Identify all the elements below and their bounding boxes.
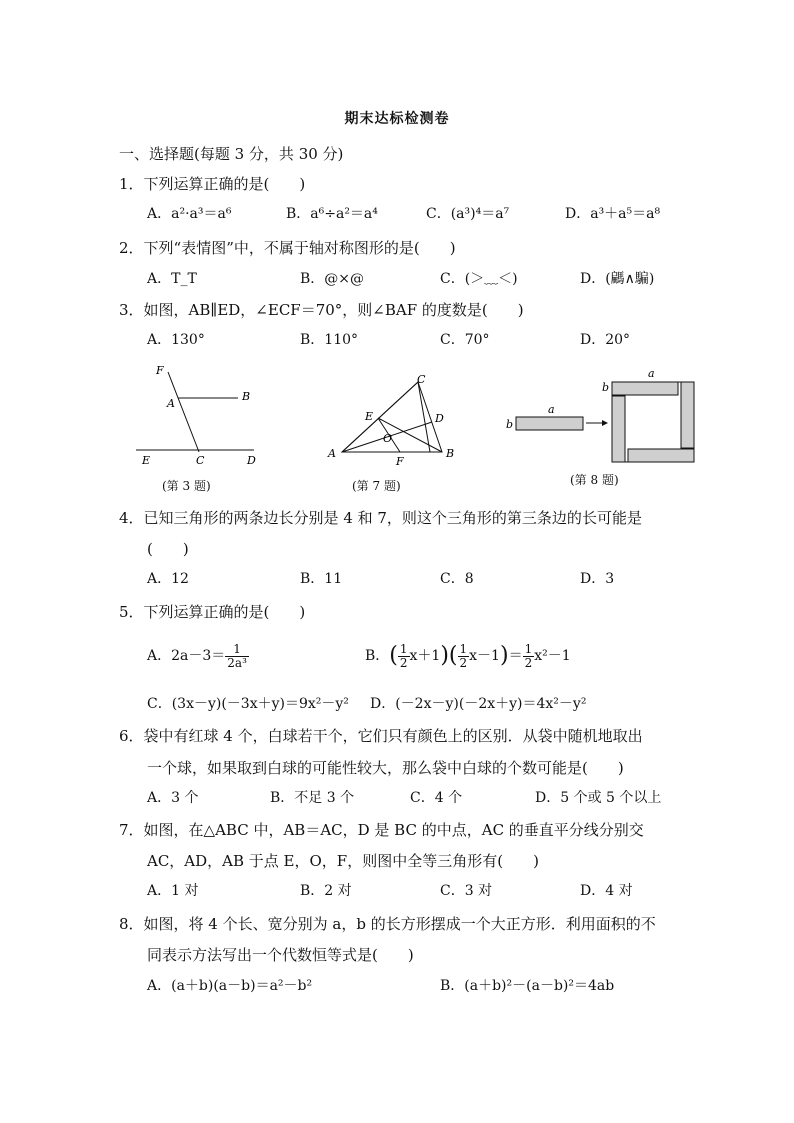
q4-option-c: C．8 [440, 571, 474, 587]
q7-option-a: A．1 对 [147, 883, 199, 899]
q2-option-a: A．T_T [147, 271, 197, 287]
label-a: A [328, 447, 336, 460]
fraction-denominator: 2 [459, 655, 468, 670]
label-big-b: b [602, 381, 610, 394]
q3-option-b: B．110° [300, 332, 359, 348]
label-f: F [396, 455, 404, 468]
q4-stem-line1: 4．已知三角形的两条边长分别是 4 和 7，则这个三角形的第三条边的长可能是 [119, 509, 642, 527]
q3-option-d: D．20° [580, 332, 631, 348]
rect-right [681, 382, 694, 448]
q6-option-b: B．不足 3 个 [270, 790, 355, 806]
q5-option-b: B．( $\frac{1}{2}$ x＋1)( $\frac{1}{2}$ x－1)＝ $\frac{1}{2}$ x²－1 [365, 641, 571, 670]
segment-ac [342, 382, 418, 452]
q2-option-b: B．@×@ [300, 271, 365, 287]
q7-stem-line2: AC，AD，AB 于点 E，O，F，则图中全等三角形有( ) [147, 852, 539, 870]
label-d: D [435, 412, 444, 425]
q1-option-d: D．a³＋a⁵＝a⁸ [565, 206, 661, 222]
rect-top [612, 382, 678, 395]
fraction-numerator: 1 [225, 643, 249, 657]
q5-option-c: C．(3x－y)(－3x＋y)＝9x²－y² [147, 696, 349, 712]
fraction-numerator: 1 [459, 641, 468, 656]
fraction-numerator: 1 [524, 641, 533, 656]
q5-option-a-prefix: A．2a－3＝ [147, 648, 226, 664]
q8-stem-line1: 8．如图，将 4 个长、宽分别为 a，b 的长方形摆成一个大正方形．利用面积的不 [119, 915, 656, 933]
figure-q8 [500, 365, 710, 465]
fraction [523, 643, 535, 670]
q7-stem-line1: 7．如图，在△ABC 中，AB＝AC，D 是 BC 的中点，AC 的垂直平分线分别交 [119, 821, 644, 839]
rect-left [612, 396, 625, 462]
fraction [398, 643, 410, 670]
figure-q7-caption: (第 7 题) [352, 479, 401, 493]
term: x²－1 [534, 648, 571, 664]
transversal-line [168, 372, 199, 452]
fraction-numerator: 1 [399, 641, 408, 656]
q1-option-b: B．a⁶÷a²＝a⁴ [286, 206, 378, 222]
q4-option-a: A．12 [147, 571, 189, 587]
segment-ad [418, 382, 430, 452]
q2-stem: 2．下列“表情图”中，不属于轴对称图形的是( ) [119, 239, 456, 257]
fraction [458, 643, 470, 670]
figure-q3-caption: (第 3 题) [162, 479, 211, 493]
label-small-b: b [506, 418, 514, 431]
q6-stem-line2: 一个球，如果取到白球的可能性较大，那么袋中白球的个数可能是( ) [147, 759, 624, 777]
figure-q8-caption: (第 8 题) [570, 473, 619, 487]
label-big-a: a [648, 367, 655, 380]
figure-q7 [320, 370, 465, 470]
label-c: C [196, 454, 205, 467]
label-d: D [247, 454, 256, 467]
q1-option-c: C．(a³)⁴＝a⁷ [426, 206, 510, 222]
q5-option-b-prefix: B． [365, 648, 390, 664]
q4-option-d: D．3 [580, 571, 615, 587]
section-heading: 一、选择题(每题 3 分，共 30 分) [119, 145, 344, 163]
term: x－1 [469, 648, 500, 664]
q5-stem: 5．下列运算正确的是( ) [119, 603, 306, 621]
fraction-denominator: 2a³ [227, 655, 247, 670]
equals-sign: ＝ [508, 648, 523, 664]
label-e: E [142, 454, 151, 467]
term: x＋1 [409, 648, 441, 664]
label-c: C [417, 373, 426, 386]
q3-option-c: C．70° [440, 332, 490, 348]
q6-option-c: C．4 个 [410, 790, 463, 806]
q8-option-b: B．(a＋b)²－(a－b)²＝4ab [440, 978, 615, 994]
q7-option-c: C．3 对 [440, 883, 493, 899]
q1-option-a: A．a²·a³＝a⁶ [147, 206, 232, 222]
q5-option-d: D．(－2x－y)(－2x＋y)＝4x²－y² [370, 696, 587, 712]
fraction-denominator: 2 [524, 655, 533, 670]
figure-q3 [130, 360, 270, 470]
q1-stem: 1．下列运算正确的是( ) [119, 175, 306, 193]
q4-option-b: B．11 [300, 571, 343, 587]
q8-option-a: A．(a＋b)(a－b)＝a²－b² [147, 978, 313, 994]
q6-stem-line1: 6．袋中有红球 4 个，白球若干个，它们只有颜色上的区别．从袋中随机地取出 [119, 727, 643, 745]
label-e: E [365, 410, 374, 423]
label-b: B [242, 390, 251, 403]
label-o: O [383, 432, 393, 445]
rect-bottom [628, 449, 694, 462]
q2-option-c: C．(＞﹏＜) [440, 271, 518, 287]
arrow-icon [602, 420, 608, 426]
q4-stem-line2: ( ) [147, 540, 189, 558]
q7-option-d: D．4 对 [580, 883, 633, 899]
q3-option-a: A．130° [147, 332, 205, 348]
page-title: 期末达标检测卷 [344, 111, 450, 127]
fraction-denominator: 2 [399, 655, 408, 670]
small-rectangle [516, 417, 583, 430]
label-b: B [446, 447, 455, 460]
q5-option-a [147, 634, 249, 678]
q3-stem: 3．如图，AB∥ED，∠ECF＝70°，则∠BAF 的度数是( ) [119, 301, 524, 319]
label-f: F [156, 364, 164, 377]
q7-option-b: B．2 对 [300, 883, 352, 899]
q6-option-d: D．5 个或 5 个以上 [535, 790, 662, 806]
q8-stem-line2: 同表示方法写出一个代数恒等式是( ) [147, 946, 414, 964]
q6-option-a: A．3 个 [147, 790, 199, 806]
label-a: A [167, 397, 175, 410]
label-small-a: a [548, 403, 555, 416]
fraction [225, 643, 249, 670]
q2-option-d: D．(騗∧騙) [580, 271, 655, 287]
